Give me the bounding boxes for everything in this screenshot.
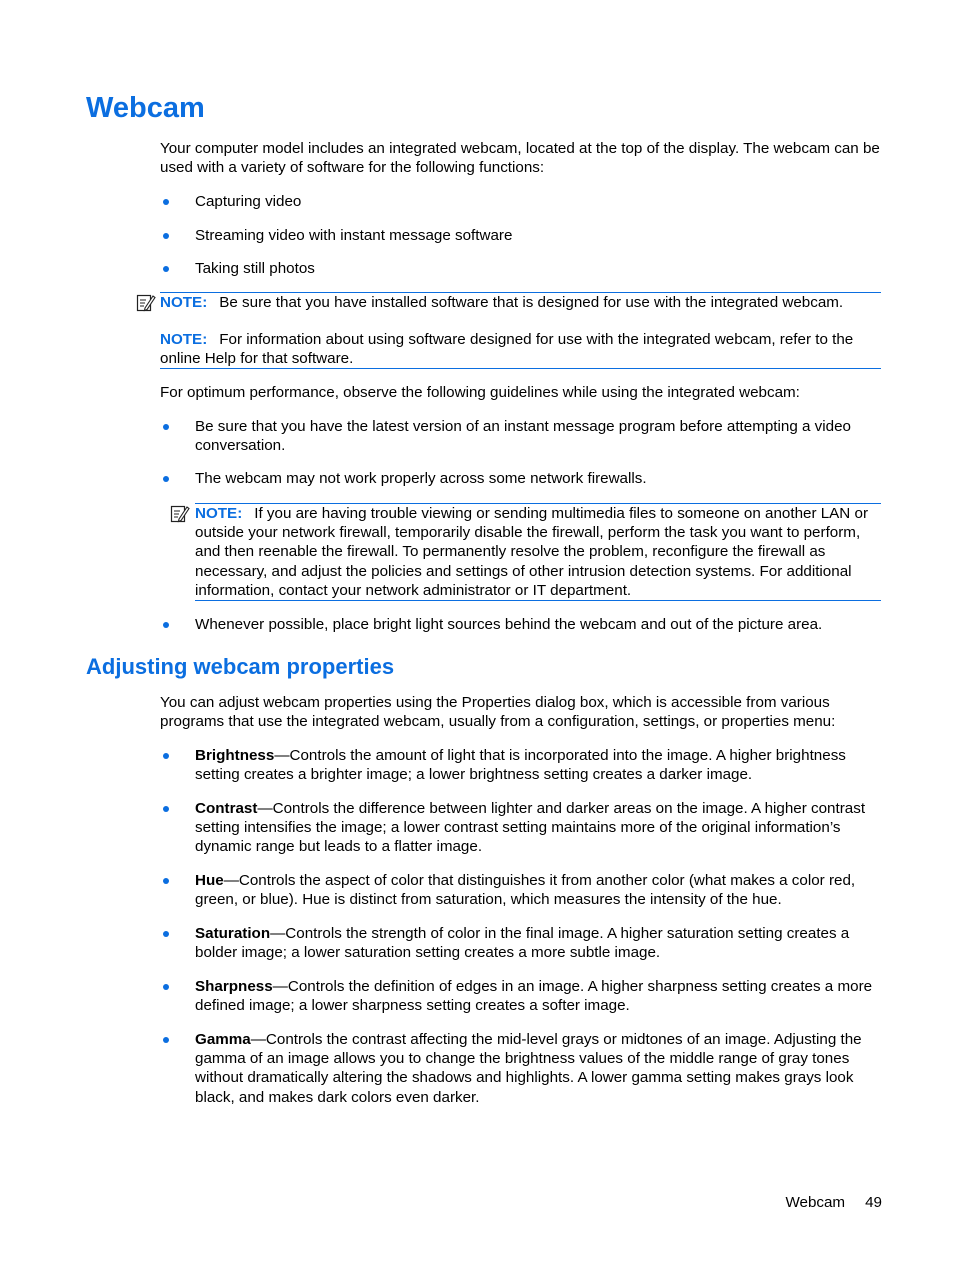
section-title: Adjusting webcam properties xyxy=(86,654,395,679)
note-block xyxy=(160,292,881,369)
note-bottom-rule xyxy=(195,600,881,601)
note-pad-icon xyxy=(170,504,190,524)
page-title: Webcam xyxy=(86,92,205,124)
bullet-icon xyxy=(163,233,169,239)
note-bottom-rule xyxy=(160,368,881,369)
intro-paragraph: Your computer model includes an integrated webcam, located at the top of the display. The webcam can be used with a variety of software for the following functions: xyxy=(160,140,880,177)
guidelines-intro: For optimum performance, observe the following guidelines while using the integrated webcam: xyxy=(160,384,800,401)
section-intro: You can adjust webcam properties using the Properties dialog box, which is accessible from various programs that use the integrated webcam, usually from a configuration, settings, or properties menu: xyxy=(160,694,836,731)
bullet-icon xyxy=(163,984,169,990)
note-1: NOTE: Be sure that you have installed software that is designed for use with the integrated webcam. xyxy=(160,294,844,311)
bullet-icon xyxy=(163,622,169,628)
note-3: NOTE: If you are having trouble viewing or sending multimedia files to someone on another LAN or outside your network firewall, temporarily disable the firewall, perform the task you want to perform, and then reenable the firewall. To permanently resolve the problem, reconfigure the firewall as necessary, and adjust the policies and settings of other intrusion detection systems. For additional information, contact your network administrator or IT department. xyxy=(195,505,869,599)
bullet-icon xyxy=(163,424,169,430)
bullet-icon xyxy=(163,199,169,205)
bullet-icon xyxy=(163,266,169,272)
note-2: NOTE: For information about using software designed for use with the integrated webcam, refer to the online Help for that software. xyxy=(160,331,854,368)
bullet-icon xyxy=(163,931,169,937)
note-block xyxy=(195,503,881,601)
bullet-icon xyxy=(163,476,169,482)
page-footer xyxy=(785,1193,882,1212)
bullet-icon xyxy=(163,753,169,759)
footer-section: Webcam xyxy=(785,1194,846,1211)
bullet-icon xyxy=(163,1037,169,1043)
bullet-icon xyxy=(163,806,169,812)
bullet-icon xyxy=(163,878,169,884)
note-pad-icon xyxy=(136,293,156,313)
page-number: 49 xyxy=(865,1194,882,1211)
document-page: Webcam Your computer model includes an integrated webcam, located at the top of the display. The webcam can be used with a variety of software for the following functions: Capturing video Streaming video with instant message software Taking still photos NOTE: Be sure that you have installed software that is designed for use with the integrated webcam. NOTE: For information about using software designed for use with the integrated webcam, refer to the online Help for that software. For optimum performance, observe the following guidelines while using the integrated webcam: Be sure that you have the latest version of an instant message program before attempting a video conversation. The webcam may not work properly across some network firewalls. NOTE: If you are having trouble viewing or sending multimedia files to someone on another LAN or outside your network firewall, temporarily disable the firewall, perform the task you want to perform, and then reenable the firewall. To permanently resolve the problem, reconfigure the firewall as necessary, and adjust the policies and settings of other intrusion detection systems. For additional information, contact your network administrator or IT department. Whenever possible, place bright light sources behind the webcam and out of the picture area. Adjusting webcam properties You can adjust webcam properties using the Properties dialog box, which is accessible from various programs that use the integrated webcam, usually from a configuration, settings, or properties menu: Brightness—Controls the amount of light that is incorporated into the image. A higher brightness setting creates a brighter image; a lower brightness setting creates a darker image. Contrast—Controls the difference between lighter and darker areas on the image. A higher contrast setting intensifies the image; a lower contrast setting maintains more of the original information’s dynamic range but leads to a flatter image. Hue—Controls the aspect of color that distinguishes it from another color (what makes a color red, green, or blue). Hue is distinct from saturation, which measures the intensity of the hue. Saturation—Controls the strength of color in the final image. A higher saturation setting creates a bolder image; a lower saturation setting creates a more subtle image. Sharpness—Controls the definition of edges in an image. A higher sharpness setting creates a more defined image; a lower sharpness setting creates a softer image. Gamma—Controls the contrast affecting the mid-level grays or midtones of an image. Adjusting the gamma of an image allows you to change the brightness values of the middle range of gray tones without dramatically altering the shadows and highlights. A lower gamma setting makes grays look black, and makes dark colors even darker. Webcam 49 xyxy=(0,0,954,1270)
